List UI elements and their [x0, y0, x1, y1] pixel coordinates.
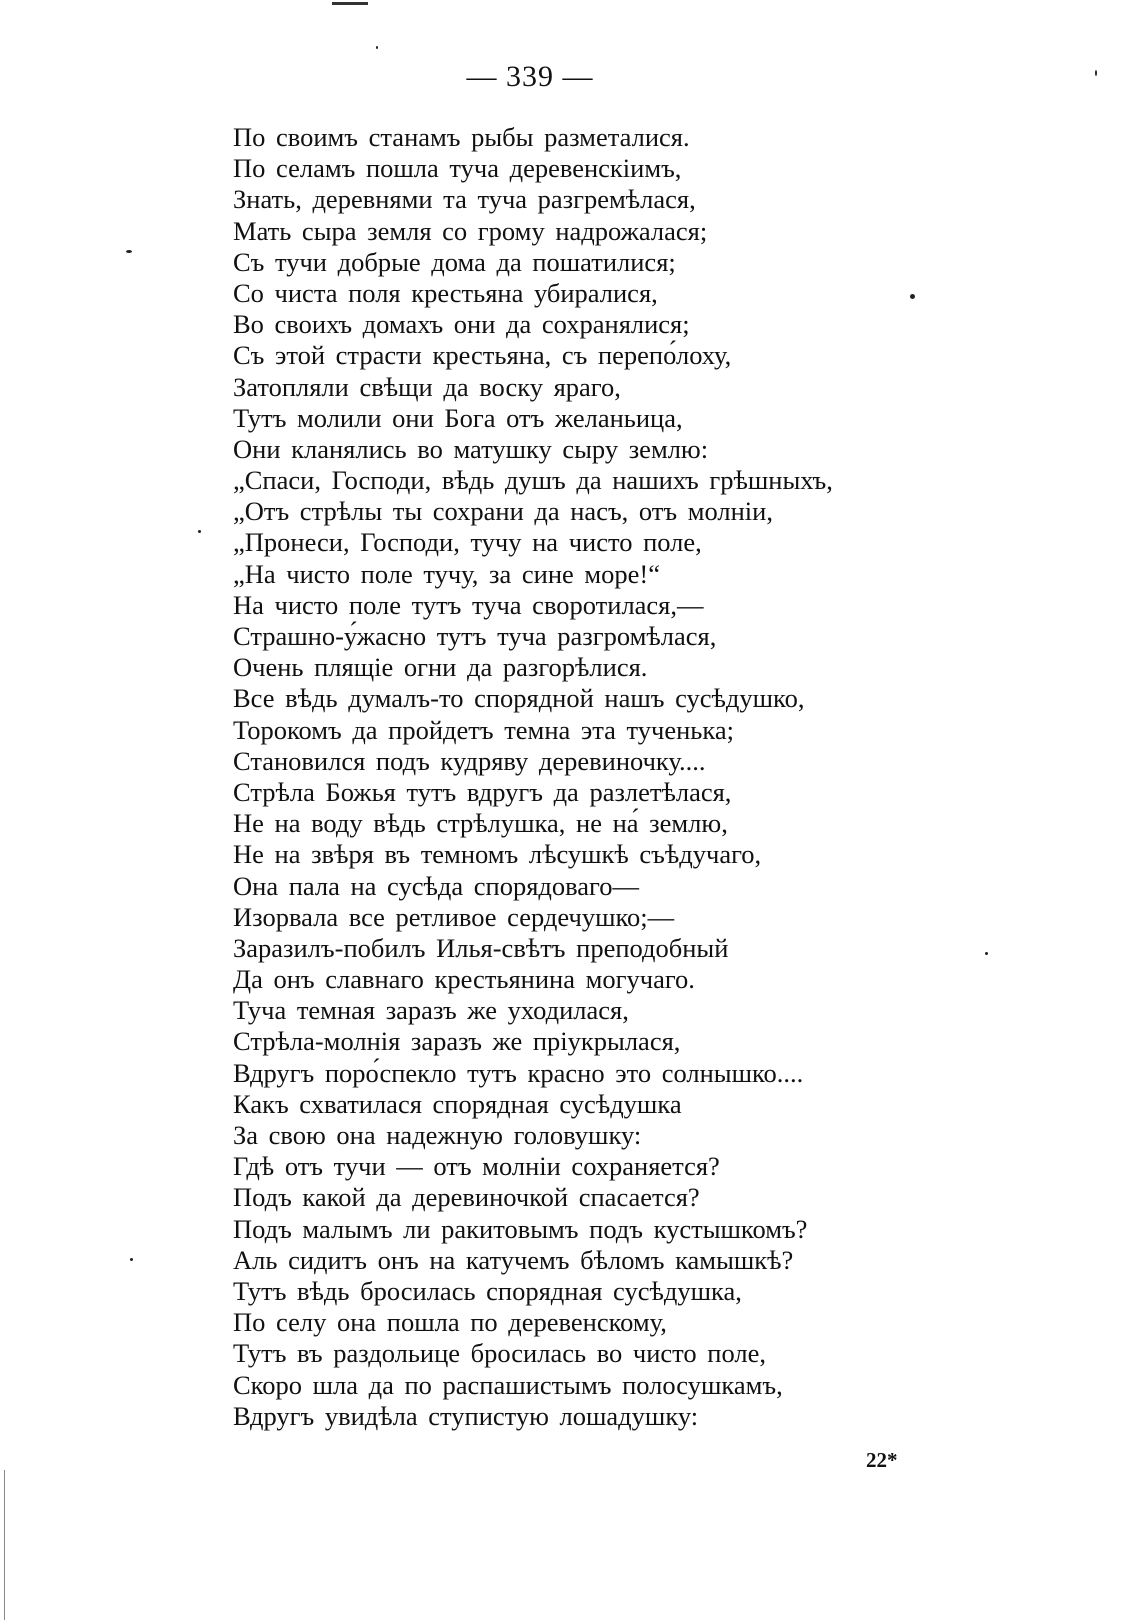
poem-line: Они кланялись во матушку сыру землю: — [233, 433, 709, 464]
poem-line: Подъ малымъ ли ракитовымъ подъ кустышкомъ? — [233, 1213, 808, 1244]
poem-line: Аль сидитъ онъ на катучемъ бѣломъ камышкѣ? — [233, 1244, 794, 1275]
poem-line: Скоро шла да по распашистымъ полосушкамъ, — [233, 1369, 783, 1400]
scan-edge-line — [4, 1470, 5, 1620]
scan-speck — [126, 250, 132, 253]
poem-line: Вдругъ поро́спекло тутъ красно это солнышко.... — [233, 1057, 804, 1088]
poem-line: Не на звѣря въ темномъ лѣсушкѣ съѣдучаго, — [233, 839, 762, 870]
poem-line: Не на воду вѣдь стрѣлушка, не на́ землю, — [233, 808, 728, 839]
scan-speck — [1095, 70, 1097, 76]
poem-line: „Пронеси, Господи, тучу на чисто поле, — [233, 527, 702, 558]
scan-mark-top — [332, 2, 368, 5]
poem-line: „На чисто поле тучу, за сине море!“ — [233, 558, 660, 589]
poem-line: „Спаси, Господи, вѣдь душъ да нашихъ грѣшныхъ, — [233, 465, 833, 496]
poem-line: Тутъ молили они Бога отъ желаньица, — [233, 402, 683, 433]
scan-speck — [376, 46, 378, 49]
poem-line: Все вѣдь думалъ-то спорядной нашъ сусѣдушко, — [233, 683, 805, 714]
poem-line: Какъ схватилася спорядная сусѣдушка — [233, 1088, 682, 1119]
poem-line: Туча темная заразъ же уходилася, — [233, 995, 629, 1026]
poem-line: Да онъ славнаго крестьянина могучаго. — [233, 964, 695, 995]
poem-line: Становился подъ кудряву деревиночку.... — [233, 745, 706, 776]
poem-line: Гдѣ отъ тучи — отъ молніи сохраняется? — [233, 1151, 720, 1182]
poem-line: Стрѣла-молнія заразъ же пріукрылася, — [233, 1026, 681, 1057]
poem-line: Во своихъ домахъ они да сохранялися; — [233, 309, 690, 340]
poem-line: За свою она надежную головушку: — [233, 1120, 642, 1150]
poem-line: На чисто поле тутъ туча своротилася,— — [233, 589, 704, 620]
poem-line: Затопляли свѣщи да воску яраго, — [233, 371, 621, 402]
scan-speck — [985, 952, 988, 955]
page-number: — 339 — — [466, 60, 594, 93]
poem-line: Изорвала все ретливое сердечушко;— — [233, 901, 675, 932]
poem-line: Заразилъ-побилъ Илья-свѣтъ преподобный — [233, 932, 729, 963]
poem-line: Съ тучи добрые дома да пошатилися; — [233, 246, 676, 277]
scan-speck — [130, 1258, 133, 1261]
poem-line: Она пала на сусѣда спорядоваго— — [233, 870, 639, 901]
poem-line: По селу она пошла по деревенскому, — [233, 1307, 667, 1338]
poem-line: Знать, деревнями та туча разгремѣлася, — [233, 184, 696, 215]
poem-line: Очень плящіе огни да разгорѣлися. — [233, 652, 648, 683]
poem-line: Съ этой страсти крестьяна, съ перепо́лоху, — [233, 340, 732, 371]
poem-line: Подъ какой да деревиночкой спасается? — [233, 1182, 700, 1213]
scan-speck — [910, 294, 915, 299]
poem-text — [233, 122, 833, 1432]
poem-line: Со чиста поля крестьяна убиралися, — [233, 277, 658, 308]
signature-mark: 22* — [866, 1448, 898, 1472]
poem-line: Вдругъ увидѣла ступистую лошадушку: — [233, 1400, 699, 1431]
scan-speck — [198, 530, 201, 533]
poem-line: Мать сыра земля со грому надрожалася; — [233, 215, 708, 246]
poem-line: По селамъ пошла туча деревенскіимъ, — [233, 153, 682, 184]
poem-line: „Отъ стрѣлы ты сохрани да насъ, отъ молніи, — [233, 496, 773, 527]
poem-line: Тутъ въ раздольице бросилась во чисто поле, — [233, 1338, 766, 1369]
poem-line: Тутъ вѣдь бросилась спорядная сусѣдушка, — [233, 1275, 742, 1306]
poem-line: Страшно-у́жасно тутъ туча разгромѣлася, — [233, 621, 717, 651]
poem-line: Стрѣла Божья тутъ вдругъ да разлетѣлася, — [233, 776, 732, 807]
poem-line: По своимъ станамъ рыбы разметалися. — [233, 122, 690, 152]
poem-line: Торокомъ да пройдетъ темна эта тученька; — [233, 714, 734, 745]
